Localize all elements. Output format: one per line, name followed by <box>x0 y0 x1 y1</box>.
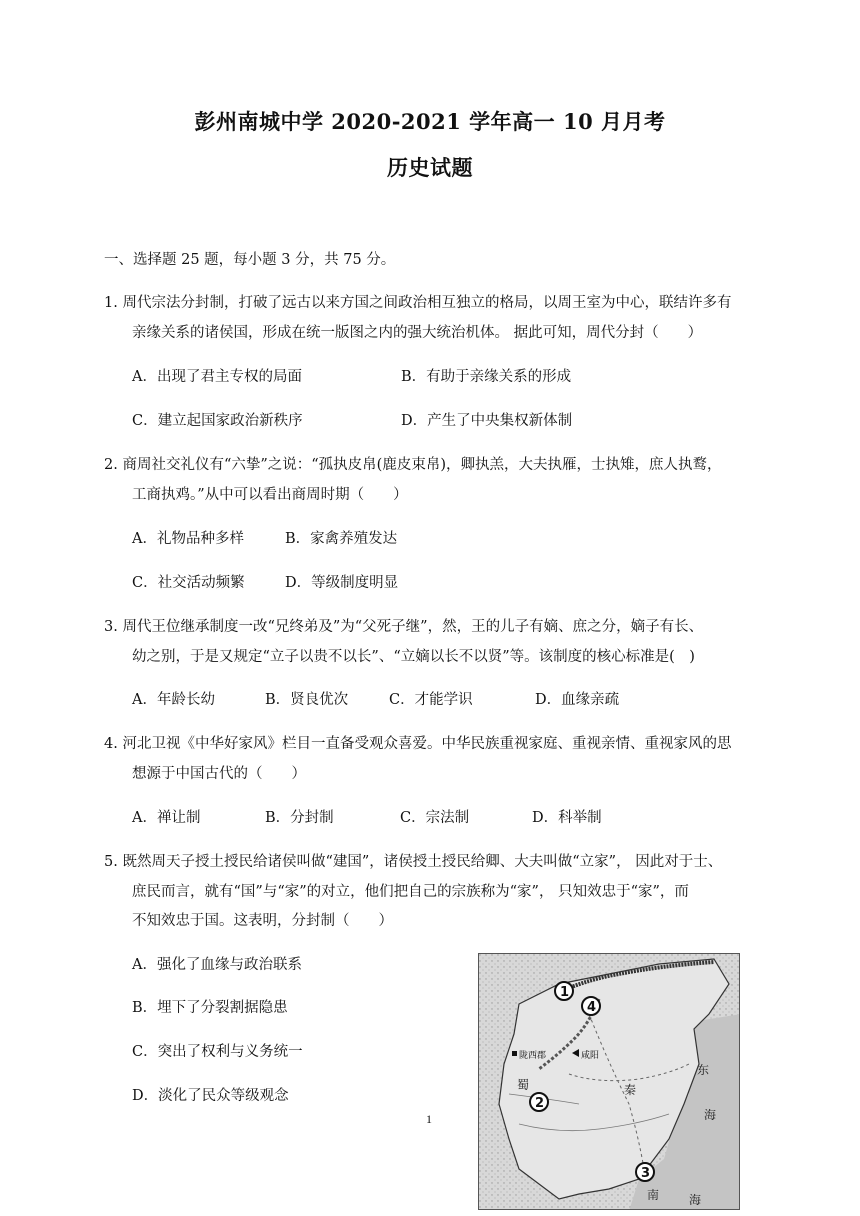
question-stem-line: 不知效忠于国。这表明，分封制（ ） <box>132 913 393 929</box>
option-d: D．血缘亲疏 <box>535 692 620 708</box>
map-label-hai: 海 <box>704 1108 717 1122</box>
option-c: C．突出了权利与义务统一 <box>132 1044 303 1060</box>
option-b: B．埋下了分裂割据隐患 <box>132 1000 288 1016</box>
map-marker-2: 2 <box>535 1096 545 1111</box>
option-d: D．淡化了民众等级观念 <box>132 1088 289 1104</box>
map-label-nanhai: 海 <box>689 1193 702 1207</box>
option-c: C．社交活动频繁 <box>132 575 245 591</box>
option-b: B．贤良优次 <box>265 692 349 708</box>
map-label-qin: 秦 <box>624 1083 637 1097</box>
exam-subtitle: 历史试题 <box>387 155 473 180</box>
option-a: A．年龄长幼 <box>132 692 215 708</box>
qin-dynasty-map <box>478 953 740 1210</box>
map-label-longxi: 陇西郡 <box>519 1051 547 1061</box>
option-d: D．等级制度明显 <box>285 575 399 591</box>
map-label-nan: 南 <box>647 1188 660 1202</box>
option-b: B．分封制 <box>265 810 334 826</box>
map-label-shu: 蜀 <box>517 1078 530 1092</box>
option-d: D．产生了中央集权新体制 <box>401 413 573 429</box>
question-stem-line: 工商执鸡。”从中可以看出商周时期（ ） <box>132 487 408 503</box>
map-marker-3: 3 <box>641 1166 651 1181</box>
map-label-dong: 东 <box>697 1063 710 1077</box>
option-a: A．礼物品种多样 <box>132 531 244 547</box>
question-stem-line: 3. 周代王位继承制度一改“兄终弟及”为“父死子继”，然，王的儿子有嫡、庶之分，嫡子有长、 <box>104 619 704 635</box>
option-c: C．建立起国家政治新秩序 <box>132 413 303 429</box>
question-stem-line: 2. 商周社交礼仪有“六挚”之说：“孤执皮帛(鹿皮束帛)，卿执羔，大夫执雁，士执雉，庶人执鹜， <box>104 457 722 473</box>
question-stem-line: 5. 既然周天子授土授民给诸侯叫做“建国”，诸侯授土授民给卿、大夫叫做“立家”， 因此对于士、 <box>104 854 723 870</box>
option-a: A．禅让制 <box>132 810 201 826</box>
option-a: A．强化了血缘与政治联系 <box>132 957 302 973</box>
question-stem-line: 想源于中国古代的（ ） <box>132 766 306 782</box>
option-c: C．宗法制 <box>400 810 470 826</box>
question-stem-line: 幼之别，于是又规定“立子以贵不以长”、“立嫡以长不以贤”等。该制度的核心标准是( ) <box>132 649 695 665</box>
section-intro: 一、选择题 25 题，每小题 3 分，共 75 分。 <box>104 252 396 268</box>
map-marker-4: 4 <box>587 1000 597 1015</box>
exam-title: 彭州南城中学 2020-2021 学年高一 10 月月考 <box>194 109 666 134</box>
option-c: C．才能学识 <box>389 692 473 708</box>
question-stem-line: 庶民而言，就有“国”与“家”的对立，他们把自己的宗族称为“家”， 只知效忠于“家”，而 <box>132 884 689 900</box>
map-graphic <box>479 954 740 1210</box>
map-marker-1: 1 <box>560 985 570 1000</box>
option-d: D．科举制 <box>532 810 602 826</box>
page-number: 1 <box>426 1112 432 1126</box>
question-stem-line: 1. 周代宗法分封制，打破了远古以来方国之间政治相互独立的格局，以周王室为中心，联结许多有 <box>104 295 732 311</box>
map-label-xianyang: 咸阳 <box>581 1051 600 1061</box>
option-a: A．出现了君主专权的局面 <box>132 369 302 385</box>
option-b: B．有助于亲缘关系的形成 <box>401 369 572 385</box>
question-stem-line: 亲缘关系的诸侯国，形成在统一版图之内的强大统治机体。 据此可知，周代分封（ ） <box>132 325 703 341</box>
option-b: B．家禽养殖发达 <box>285 531 398 547</box>
question-stem-line: 4. 河北卫视《中华好家风》栏目一直备受观众喜爱。中华民族重视家庭、重视亲情、重视家风的思 <box>104 736 732 752</box>
